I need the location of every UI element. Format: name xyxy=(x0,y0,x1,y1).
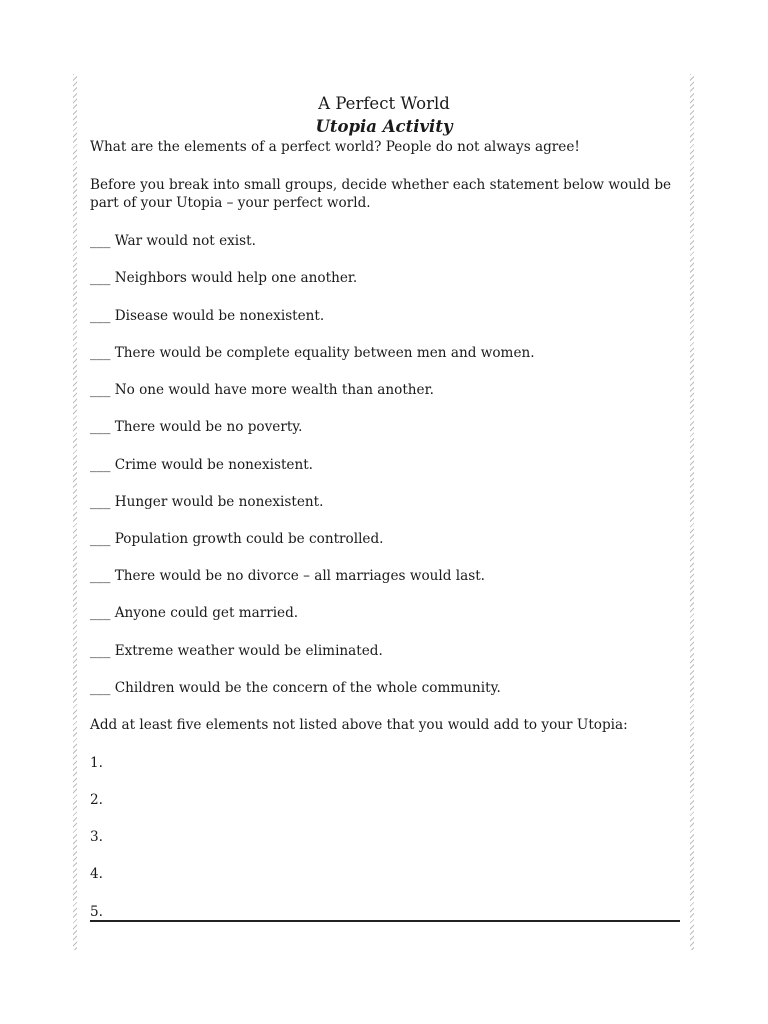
intro-instructions: Before you break into small groups, decide whether each statement below would be part of your Utopia – your perfect world. xyxy=(90,177,672,211)
bottom-rule xyxy=(90,920,680,922)
statement-item: ___ Extreme weather would be eliminated. xyxy=(90,643,383,659)
page-title: A Perfect World xyxy=(318,94,450,113)
statement-item: ___ Anyone could get married. xyxy=(90,605,299,621)
statement-item: ___ There would be no poverty. xyxy=(90,419,303,435)
numbered-line: 1. xyxy=(90,755,103,771)
numbered-line: 5. xyxy=(90,904,103,920)
add-elements-prompt: Add at least five elements not listed above that you would add to your Utopia: xyxy=(90,717,628,733)
statement-item: ___ Children would be the concern of the whole community. xyxy=(90,680,501,696)
decorative-border-left xyxy=(71,74,79,950)
statement-item: ___ Hunger would be nonexistent. xyxy=(90,494,324,510)
numbered-line: 3. xyxy=(90,829,103,845)
statement-item: ___ There would be complete equality between men and women. xyxy=(90,345,535,361)
statement-item: ___ No one would have more wealth than another. xyxy=(90,382,434,398)
statement-item: ___ Disease would be nonexistent. xyxy=(90,308,325,324)
page-subtitle: Utopia Activity xyxy=(315,117,453,136)
statement-item: ___ Neighbors would help one another. xyxy=(90,270,358,286)
decorative-border-right xyxy=(688,74,696,950)
statement-item: ___ There would be no divorce – all marriages would last. xyxy=(90,568,485,584)
statement-item: ___ Population growth could be controlled. xyxy=(90,531,384,547)
statement-item: ___ War would not exist. xyxy=(90,233,256,249)
numbered-line: 2. xyxy=(90,792,103,808)
numbered-line: 4. xyxy=(90,866,103,882)
intro-question: What are the elements of a perfect world? People do not always agree! xyxy=(90,139,580,155)
statement-item: ___ Crime would be nonexistent. xyxy=(90,457,314,473)
